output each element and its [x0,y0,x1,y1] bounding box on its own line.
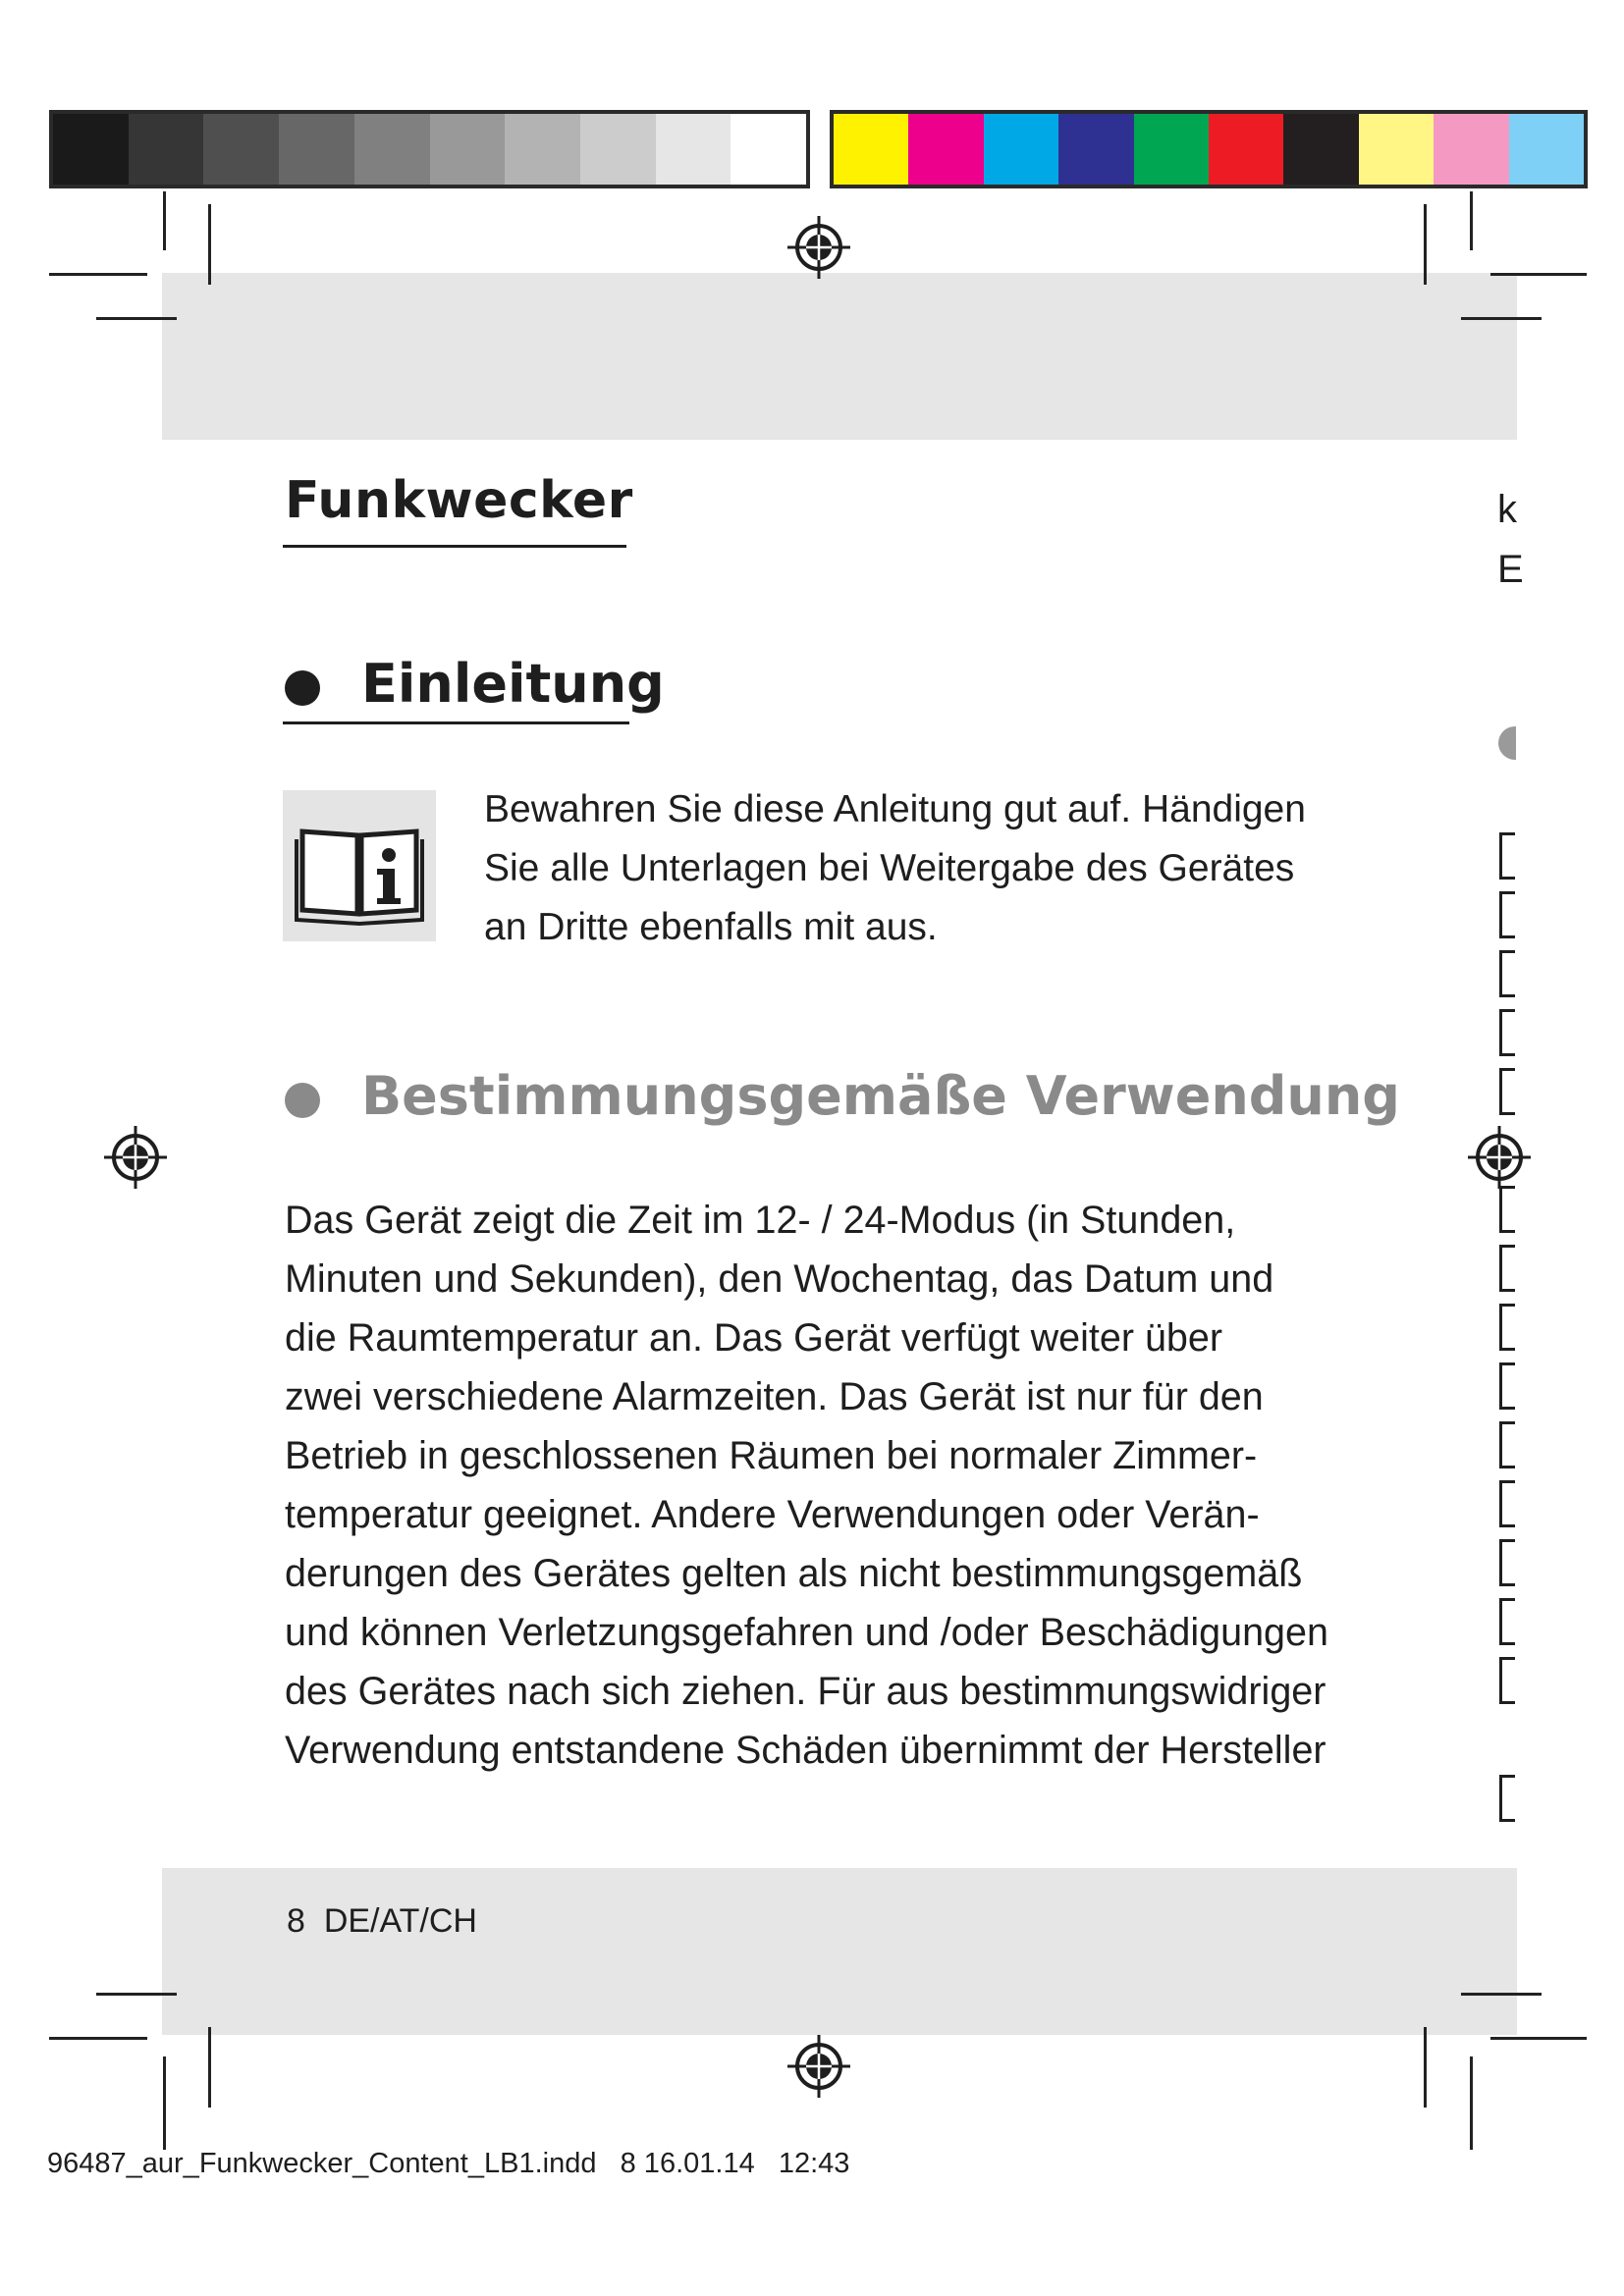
body-line: des Gerätes nach sich ziehen. Für aus bestimmungswidriger [285,1670,1326,1713]
next-page-box-fragment [1499,1539,1515,1586]
next-page-bullet-fragment [1498,726,1516,760]
crop-mark [208,2027,211,2108]
gray-swatch [354,114,430,185]
registration-mark-icon [784,2031,854,2102]
next-page-fragment: k [1497,488,1517,531]
body-line: Verwendung entstandene Schäden übernimmt der Hersteller [285,1729,1326,1772]
color-swatch [834,114,908,185]
title-underline [283,545,626,548]
gray-swatch [53,114,129,185]
body-line: zwei verschiedene Alarmzeiten. Das Gerät ist nur für den [285,1375,1264,1418]
next-page-box-fragment [1499,1657,1515,1704]
body-line: Das Gerät zeigt die Zeit im 12- / 24-Modus (in Stunden, [285,1199,1236,1242]
grayscale-color-bar [49,110,810,188]
crop-mark [96,1993,177,1996]
body-line: die Raumtemperatur an. Das Gerät verfügt weiter über [285,1316,1223,1360]
crop-mark [49,2037,147,2040]
crop-mark [96,317,177,320]
gray-swatch [505,114,580,185]
color-swatch [908,114,983,185]
body-line: und können Verletzungsgefahren und /oder Beschädigungen [285,1611,1328,1654]
section-heading-einleitung: Einleitung [361,653,665,715]
gray-swatch [279,114,354,185]
bottom-gray-band [162,1868,1517,2035]
color-swatch [984,114,1058,185]
crop-mark [1424,2027,1427,2108]
registration-mark-icon [1464,1122,1535,1193]
next-page-box-fragment [1499,1480,1515,1527]
process-color-bar [830,110,1588,188]
body-line: temperatur geeignet. Andere Verwendungen oder Verän- [285,1493,1260,1536]
next-page-box-fragment [1499,832,1515,880]
gray-swatch [580,114,656,185]
crop-mark [1461,317,1542,320]
crop-mark [1490,2037,1587,2040]
registration-mark-icon [100,1122,171,1193]
next-page-box-fragment [1499,1245,1515,1292]
gray-swatch [203,114,279,185]
gray-swatch [656,114,731,185]
crop-mark [208,204,211,285]
crop-mark [163,191,166,250]
crop-mark [1470,2056,1473,2150]
page-number: 8 [287,1902,305,1940]
page-footer [287,1902,477,1941]
gray-swatch [129,114,204,185]
color-swatch [1509,114,1584,185]
next-page-box-fragment [1499,1068,1515,1115]
crop-mark [163,2056,166,2150]
crop-mark [1470,191,1473,250]
top-gray-band [162,273,1517,440]
color-swatch [1359,114,1434,185]
next-page-box-fragment [1499,1009,1515,1056]
document-title: Funkwecker [285,471,633,530]
body-line: Betrieb in geschlossenen Räumen bei normaler Zimmer- [285,1434,1258,1477]
crop-mark [1424,204,1427,285]
crop-mark [1461,1993,1542,1996]
gray-swatch [430,114,506,185]
info-line: Bewahren Sie diese Anleitung gut auf. Händigen [484,788,1306,830]
heading-underline [283,721,629,724]
info-line: Sie alle Unterlagen bei Weitergabe des Gerätes [484,847,1295,889]
info-line: an Dritte ebenfalls mit aus. [484,906,938,948]
color-swatch [1209,114,1283,185]
next-page-box-fragment [1499,1421,1515,1468]
color-swatch [1283,114,1358,185]
color-swatch [1134,114,1209,185]
body-line: Minuten und Sekunden), den Wochentag, das Datum und [285,1257,1274,1301]
manual-info-icon [283,790,436,941]
print-slug-line: 96487_aur_Funkwecker_Content_LB1.indd 8 16.01.14 12:43 [47,2148,850,2179]
next-page-box-fragment [1499,1362,1515,1410]
next-page-box-fragment [1499,1186,1515,1233]
body-paragraph [285,1191,1375,1780]
registration-mark-icon [784,212,854,283]
crop-mark [1490,273,1587,276]
body-line: derungen des Gerätes gelten als nicht bestimmungsgemäß [285,1552,1303,1595]
section-bullet [285,1083,320,1118]
info-note-text [484,780,1387,957]
next-page-fragment: E [1497,548,1524,591]
section-bullet [285,670,320,706]
next-page-box-fragment [1499,891,1515,938]
next-page-box-fragment [1499,950,1515,997]
color-swatch [1434,114,1508,185]
next-page-box-fragment [1499,1304,1515,1351]
section-heading-verwendung: Bestimmungsgemäße Verwendung [361,1065,1400,1127]
color-swatch [1058,114,1133,185]
gray-swatch [731,114,806,185]
crop-mark [49,273,147,276]
region-label: DE/AT/CH [323,1902,477,1940]
next-page-box-fragment [1499,1598,1515,1645]
next-page-box-fragment [1499,1775,1515,1822]
